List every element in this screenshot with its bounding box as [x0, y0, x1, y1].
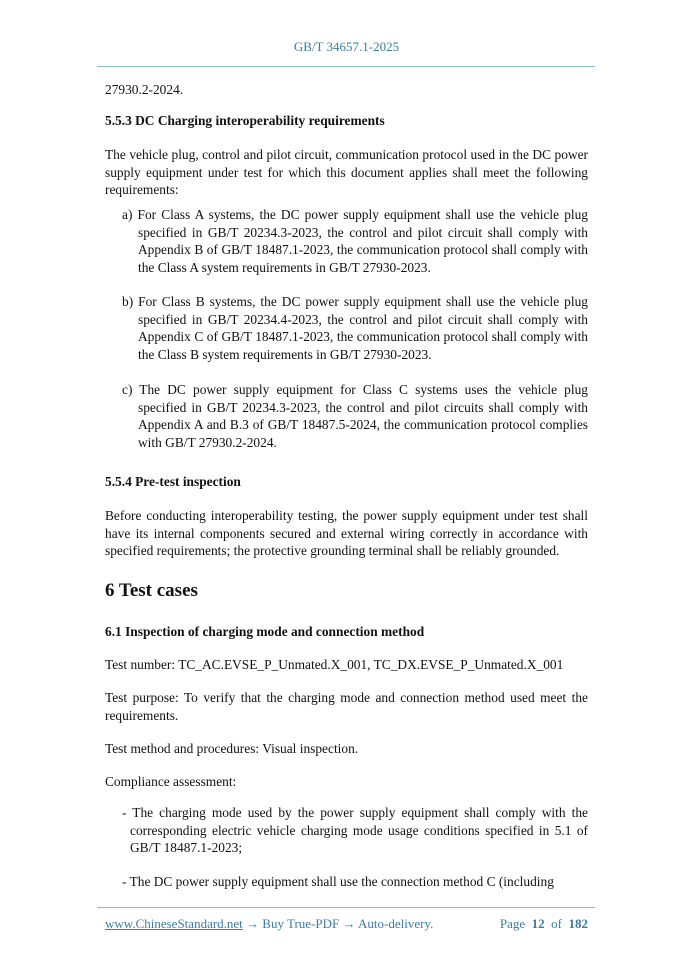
test-purpose: Test purpose: To verify that the charging mode and connection method used meet the requirements. — [105, 690, 588, 723]
compliance-item: - The charging mode used by the power supply equipment shall comply with the corresponding electric vehicle charging mode usage conditions specified in 5.1 of GB/T 18487.1-2023; — [122, 805, 588, 856]
compliance-item: - The DC power supply equipment shall use the connection method C (including — [122, 874, 554, 889]
list-item-a: a) For Class A systems, the DC power supply equipment shall use the vehicle plug specified in GB/T 20234.3-2023, the control and pilot circuit shall comply with Appendix B of GB/T 18487.1-2023, the communication protocol shall comply with the Class A system requirements in GB/T 27930-2023. — [122, 207, 588, 275]
section-heading-5-5-4: 5.5.4 Pre-test inspection — [105, 474, 241, 489]
test-number: Test number: TC_AC.EVSE_P_Unmated.X_001, TC_DX.EVSE_P_Unmated.X_001 — [105, 657, 564, 672]
section-heading-5-5-3: 5.5.3 DC Charging interoperability requirements — [105, 113, 385, 128]
list-item-b: b) For Class B systems, the DC power supply equipment shall use the vehicle plug specified in GB/T 20234.4-2023, the control and pilot circuit shall comply with Appendix C of GB/T 18487.1-2023, the communication protocol shall comply with the Class B system requirements in GB/T 27930-2023. — [122, 294, 588, 362]
list-item-c: c) The DC power supply equipment for Class C systems uses the vehicle plug specified in GB/T 20234.3-2023, the control and pilot circuits shall comply with Appendix A and B.3 of GB/T 18487.5-2024, the communication protocol complies with GB/T 27930.2-2024. — [122, 382, 588, 450]
page-indicator: Page 12 of 182 — [499, 916, 588, 931]
section-heading-6-1: 6.1 Inspection of charging mode and connection method — [105, 624, 425, 639]
compliance-label: Compliance assessment: — [105, 774, 237, 789]
footer-link[interactable]: www.ChineseStandard.net — [105, 916, 243, 931]
footer-rule — [97, 907, 595, 908]
section-heading-6: 6 Test cases — [105, 580, 198, 601]
footer-promo: www.ChineseStandard.net → Buy True-PDF → Auto-delivery. — [105, 916, 434, 931]
header-rule — [97, 66, 595, 67]
section-5-5-4-text: Before conducting interoperability testing, the power supply equipment under test shall have its internal components secured and external wiring correctly in accordance with specified requirements; the protective grounding terminal shall be reliably grounded. — [105, 508, 588, 559]
footer — [105, 916, 588, 932]
header-doc-id: GB/T 34657.1-2025 — [293, 39, 400, 54]
continuation-text: 27930.2-2024. — [105, 82, 184, 97]
test-method: Test method and procedures: Visual inspection. — [105, 741, 359, 756]
section-5-5-3-intro: The vehicle plug, control and pilot circuit, communication protocol used in the DC power supply equipment under test for which this document applies shall meet the following requirements: — [105, 147, 588, 198]
